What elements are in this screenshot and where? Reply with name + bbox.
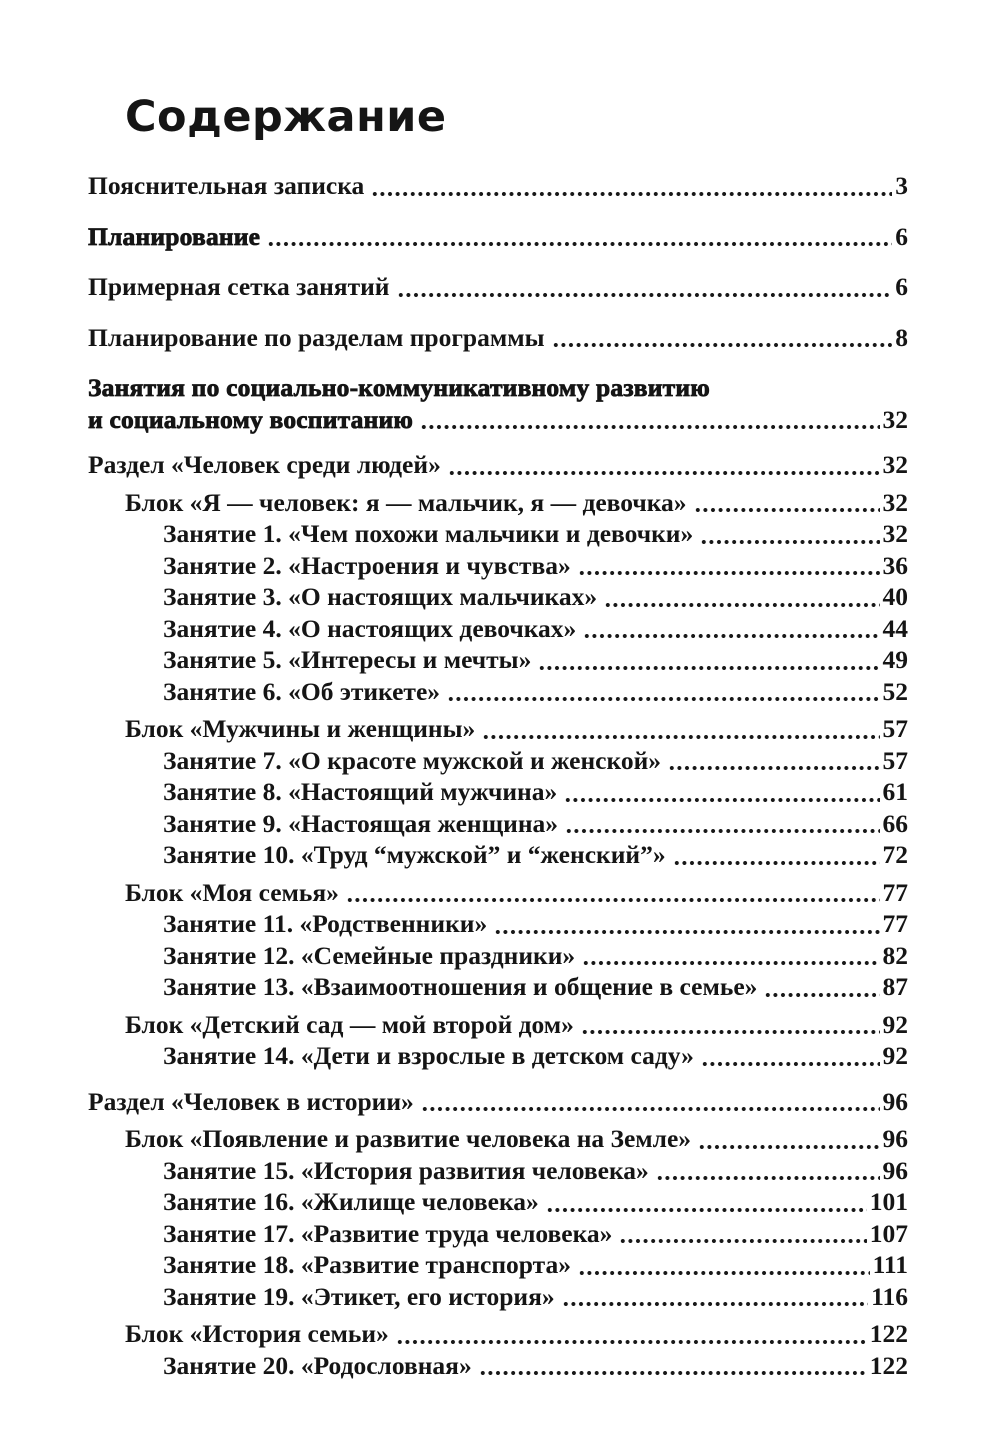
page-number: 72 (882, 840, 908, 869)
toc-entry-label: Занятие 17. «Развитие труда человека» (163, 1218, 613, 1248)
dot-leader (482, 733, 879, 741)
toc-entry-label: Занятие 3. «О настоящих мальчиках» (163, 582, 598, 611)
page-number: 66 (882, 808, 908, 838)
toc-entry-label: Блок «Появление и развитие человека на Земле» (125, 1124, 692, 1153)
toc-entry (88, 1086, 908, 1118)
page-number: 8 (895, 322, 908, 352)
toc-entry-label: Занятие 15. «История развития человека» (163, 1155, 649, 1185)
toc-entry (88, 1155, 908, 1187)
toc-entry-label: Занятие 16. «Жилище человека» (163, 1187, 539, 1216)
toc-entry (88, 1186, 908, 1218)
page-number: 116 (871, 1281, 908, 1311)
dot-leader (546, 1206, 867, 1214)
page-number: 6 (895, 272, 908, 301)
dot-leader (582, 959, 879, 967)
toc-entry-label: Занятие 19. «Этикет, его история» (163, 1281, 555, 1311)
toc-entry-label: Занятие 13. «Взаимоотношения и общение в семье» (163, 972, 758, 1001)
page-number: 49 (882, 645, 908, 674)
toc-entry-label: Занятие 8. «Настоящий мужчина» (163, 777, 558, 806)
page-number: 61 (882, 777, 908, 806)
dot-leader (552, 341, 893, 349)
dot-leader (447, 695, 879, 703)
toc-entry (88, 745, 908, 777)
page-number: 57 (882, 745, 908, 775)
toc-entry-label: Блок «Детский сад — мой второй дом» (125, 1009, 574, 1039)
page-number: 96 (882, 1155, 908, 1185)
dot-leader (448, 469, 880, 477)
dot-leader (421, 1105, 880, 1113)
page-number: 77 (882, 909, 908, 938)
page-number: 6 (895, 221, 908, 251)
page-number: 40 (882, 582, 908, 611)
page-number: 52 (882, 676, 908, 706)
dot-leader (673, 859, 880, 867)
toc-entry-label: Планирование по разделам программы (88, 322, 545, 352)
page-number: 44 (882, 613, 908, 643)
dot-leader (267, 240, 892, 248)
page-title: Содержание (125, 92, 447, 142)
dot-leader (565, 827, 879, 835)
toc-entry (88, 1281, 908, 1313)
page-number: 32 (882, 487, 908, 517)
toc-entry-label: Блок «Мужчины и женщины» (125, 714, 476, 743)
toc-entry (88, 1318, 908, 1350)
toc-entry-label: Блок «История семьи» (125, 1319, 389, 1348)
page-number: 32 (882, 404, 908, 434)
toc-entry-label: Раздел «Человек среди людей» (88, 450, 441, 479)
toc-entry (88, 1218, 908, 1250)
page-number: 36 (882, 550, 908, 580)
page-number: 32 (882, 450, 908, 479)
toc-entry (88, 404, 908, 436)
toc-entry (88, 971, 908, 1003)
page-number: 122 (869, 1350, 908, 1380)
dot-leader (700, 538, 879, 546)
toc-entry (88, 877, 908, 909)
page-number: 92 (882, 1041, 908, 1070)
toc-entry (88, 550, 908, 582)
toc-entry-label: Занятия по социально-коммуникативному развитию (88, 373, 710, 402)
page-number: 96 (882, 1124, 908, 1153)
page-number: 92 (882, 1009, 908, 1039)
toc-entry-label: Блок «Я — человек: я — мальчик, я — девочка» (125, 487, 687, 517)
toc-entry-label: Занятие 10. «Труд “мужской” и “женский”» (163, 840, 666, 869)
toc-entry (88, 1123, 908, 1155)
toc-entry (88, 676, 908, 708)
dot-leader (701, 1060, 880, 1068)
toc-entry-label: Занятие 7. «О красоте мужской и женской» (163, 745, 662, 775)
dot-leader (494, 928, 879, 936)
dot-leader (668, 764, 879, 772)
toc-entry (88, 518, 908, 550)
page-number: 87 (882, 972, 908, 1001)
toc-entry (88, 372, 908, 404)
toc-entry-label: Занятие 11. «Родственники» (163, 909, 488, 938)
page-number: 107 (869, 1218, 908, 1248)
dot-leader (397, 291, 893, 299)
page-number: 101 (869, 1187, 908, 1216)
dot-leader (562, 1300, 869, 1308)
dot-leader (581, 1028, 880, 1036)
page-number: 77 (882, 877, 908, 907)
toc-entry (88, 940, 908, 972)
toc-entry-label: Занятие 20. «Родословная» (163, 1350, 472, 1380)
dot-leader (371, 190, 892, 198)
toc-entry-label: Занятие 2. «Настроения и чувства» (163, 550, 571, 580)
dot-leader (656, 1174, 880, 1182)
page-number: 122 (869, 1319, 908, 1348)
toc-entry (88, 581, 908, 613)
toc-entry-label: Блок «Моя семья» (125, 877, 339, 907)
dot-leader (420, 423, 879, 431)
toc-entry-label: Примерная сетка занятий (88, 272, 390, 301)
dot-leader (578, 569, 880, 577)
toc-entry-label: Занятие 18. «Развитие транспорта» (163, 1250, 571, 1279)
toc-entry-label: Занятие 12. «Семейные праздники» (163, 940, 576, 970)
page-number: 96 (882, 1086, 908, 1116)
toc-entry (88, 221, 908, 253)
toc-entry (88, 908, 908, 940)
dot-leader (764, 991, 879, 999)
toc-entry (88, 1249, 908, 1281)
dot-leader (583, 632, 879, 640)
dot-leader (479, 1369, 867, 1377)
toc-entry (88, 1009, 908, 1041)
toc-entry (88, 644, 908, 676)
dot-leader (578, 1269, 870, 1277)
toc-entry (88, 322, 908, 354)
toc-entry-label: Занятие 6. «Об этикете» (163, 676, 441, 706)
page-number: 111 (872, 1250, 908, 1279)
toc-entry (88, 808, 908, 840)
toc-entry (88, 170, 908, 202)
toc-entry-label: Занятие 5. «Интересы и мечты» (163, 645, 532, 674)
toc-entry (88, 613, 908, 645)
toc-entry (88, 487, 908, 519)
toc-entry-label: Занятие 14. «Дети и взрослые в детском саду» (163, 1041, 694, 1070)
toc-entry (88, 1350, 908, 1382)
dot-leader (619, 1237, 866, 1245)
toc-entry-label: Занятие 4. «О настоящих девочках» (163, 613, 577, 643)
dot-leader (604, 601, 879, 609)
dot-leader (396, 1338, 867, 1346)
toc-entry (88, 713, 908, 745)
toc-entry-label: Планирование (88, 221, 261, 251)
toc-entry-label: и социальному воспитанию (88, 404, 414, 434)
dot-leader (538, 664, 879, 672)
toc-entry (88, 271, 908, 303)
toc-entry-label: Раздел «Человек в истории» (88, 1086, 414, 1116)
dot-leader (346, 896, 880, 904)
toc-entry (88, 776, 908, 808)
toc-entry-label: Занятие 9. «Настоящая женщина» (163, 808, 559, 838)
toc-entry (88, 839, 908, 871)
page-number: 57 (882, 714, 908, 743)
page-number: 32 (882, 519, 908, 548)
dot-leader (694, 506, 880, 514)
toc-entry-label: Занятие 1. «Чем похожи мальчики и девочки» (163, 519, 694, 548)
toc-entry (88, 449, 908, 481)
dot-leader (698, 1143, 879, 1151)
toc-entry-label: Пояснительная записка (88, 171, 365, 200)
toc-entry (88, 1040, 908, 1072)
table-of-contents (88, 170, 908, 1381)
page-number: 82 (882, 940, 908, 970)
page-number: 3 (895, 171, 908, 200)
dot-leader (564, 796, 879, 804)
